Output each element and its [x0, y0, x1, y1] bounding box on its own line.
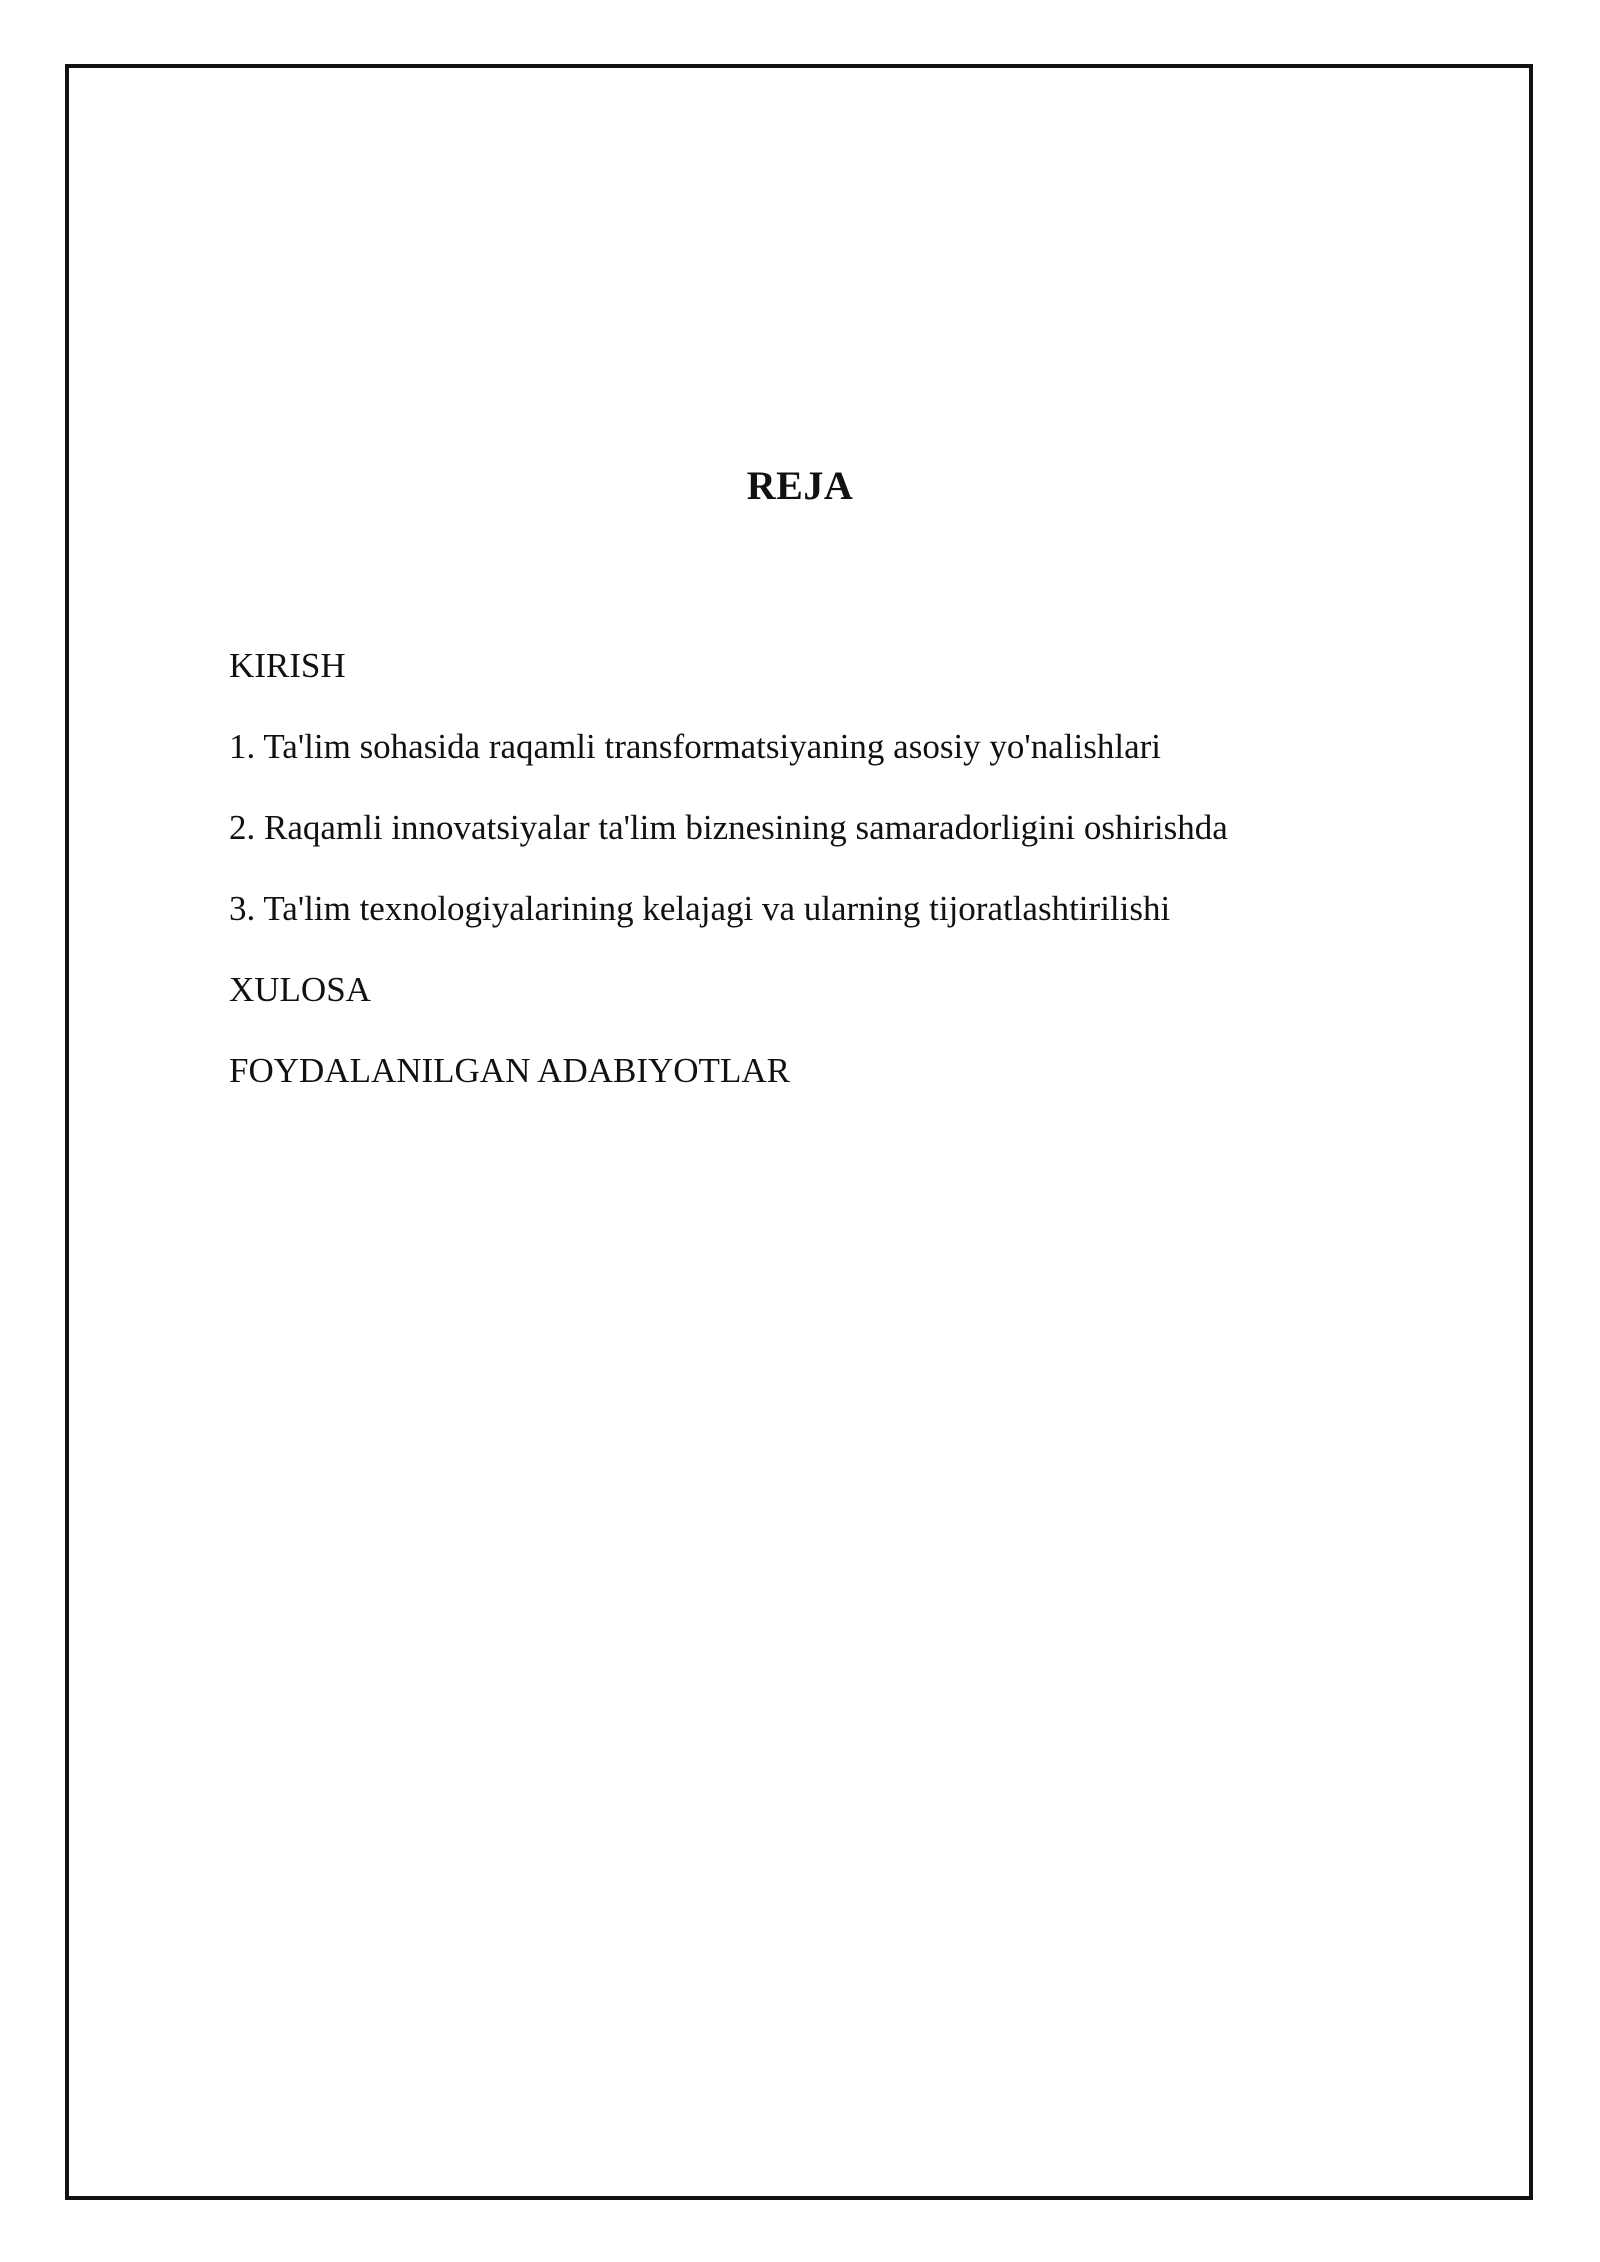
page-border — [65, 64, 1533, 2200]
table-of-contents — [229, 644, 1228, 1130]
toc-item-section-3: 3. Ta'lim texnologiyalarining kelajagi va ularning tijoratlashtirilishi — [229, 889, 1171, 928]
toc-item-references: FOYDALANILGAN ADABIYOTLAR — [229, 1051, 790, 1090]
toc-item-section-2: 2. Raqamli innovatsiyalar ta'lim biznesining samaradorligini oshirishda — [229, 808, 1228, 847]
toc-item-introduction: KIRISH — [229, 646, 346, 685]
toc-item-section-1: 1. Ta'lim sohasida raqamli transformatsiyaning asosiy yo'nalishlari — [229, 727, 1161, 766]
page-title: REJA — [746, 463, 854, 508]
toc-item-conclusion: XULOSA — [229, 970, 371, 1009]
